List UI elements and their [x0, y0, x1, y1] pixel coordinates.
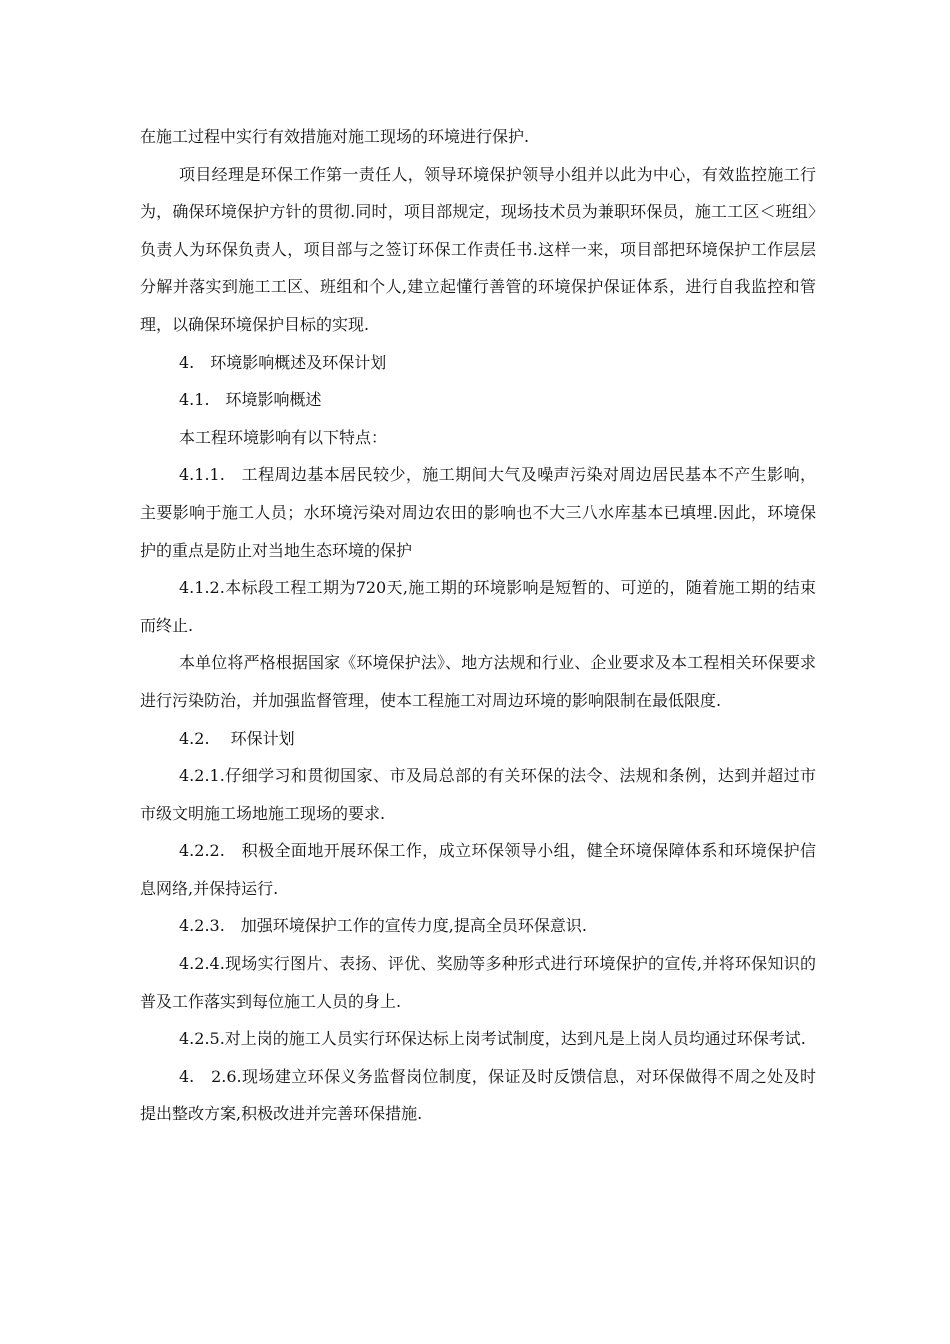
document-page	[140, 118, 816, 1133]
paragraph-4-1-1: 4.1.1. 工程周边基本居民较少，施工期间大气及噪声污染对周边居民基本不产生影响，主要影响于施工人员；水环境污染对周边农田的影响也不大三八水库基本已填埋.因此，环境保护的重点是防止对当地生态环境的保护	[140, 465, 816, 560]
paragraph-4-1-2: 4.1.2.本标段工程工期为720天,施工期的环境影响是短暂的、可逆的，随着施工期的结束而终止.	[140, 578, 816, 635]
paragraph-4-2-4: 4.2.4.现场实行图片、表扬、评优、奖励等多种形式进行环境保护的宣传,并将环保知识的普及工作落实到每位施工人员的身上.	[140, 954, 816, 1011]
paragraph-features-intro: 本工程环境影响有以下特点：	[179, 427, 388, 447]
paragraph-4-2-1: 4.2.1.仔细学习和贯彻国家、市及局总部的有关环保的法令、法规和条例，达到并超过市市级文明施工场地施工现场的要求.	[140, 766, 816, 823]
paragraph-4-2-2: 4.2.2. 积极全面地开展环保工作，成立环保领导小组，健全环境保障体系和环境保护信息网络,并保持运行.	[140, 841, 816, 898]
heading-section-4-1: 4.1. 环境影响概述	[179, 390, 322, 410]
paragraph-project-manager: 项目经理是环保工作第一责任人，领导环境保护领导小组并以此为中心，有效监控施工行为，确保环境保护方针的贯彻.同时，项目部规定，现场技术员为兼职环保员，施工工区＜班组〉负责人为环保负责人，项目部与之签订环保工作责任书.这样一来，项目部把环境保护工作层层分解并落实到施工工区、班组和个人,建立起懂行善管的环境保护保证体系，进行自我监控和管理，以确保环境保护目标的实现.	[140, 164, 816, 334]
paragraph-4-2-3: 4.2.3. 加强环境保护工作的宣传力度,提高全员环保意识.	[179, 916, 587, 936]
heading-section-4: 4. 环境影响概述及环保计划	[179, 352, 387, 372]
paragraph-intro-continuation: 在施工过程中实行有效措施对施工现场的环境进行保护.	[140, 127, 530, 146]
paragraph-environmental-law: 本单位将严格根据国家《环境保护法》、地方法规和行业、企业要求及本工程相关环保要求进行污染防治，并加强监督管理，使本工程施工对周边环境的影响限制在最低限度.	[140, 653, 816, 710]
paragraph-4-2-6: 4. 2.6.现场建立环保义务监督岗位制度，保证及时反馈信息，对环保做得不周之处及时提出整改方案,积极改进并完善环保措施.	[140, 1066, 816, 1124]
paragraph-4-2-5: 4.2.5.对上岗的施工人员实行环保达标上岗考试制度，达到凡是上岗人员均通过环保考试.	[179, 1029, 806, 1049]
heading-section-4-2: 4.2. 环保计划	[179, 728, 295, 748]
